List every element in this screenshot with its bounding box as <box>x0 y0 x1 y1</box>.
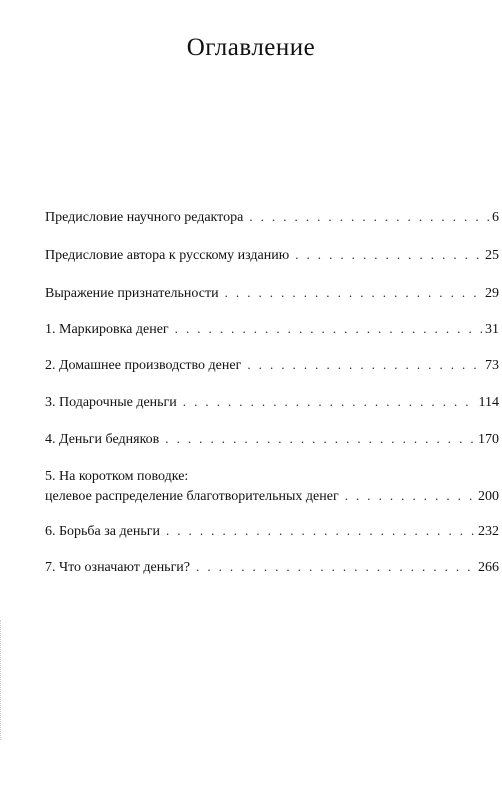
toc-entry-page: 31 <box>485 322 499 337</box>
toc-entry-page: 170 <box>478 432 499 447</box>
toc-entry <box>45 284 499 302</box>
dot-leader <box>165 430 475 447</box>
toc-entry-label: 3. Подарочные деньги <box>45 395 177 410</box>
dot-leader <box>345 487 475 504</box>
toc-entry-page: 266 <box>478 560 499 575</box>
scan-edge-marks <box>0 620 5 740</box>
toc-entry-label: целевое распределение благотворительных денег <box>45 489 339 504</box>
dot-leader <box>183 393 476 410</box>
toc-entry-label: Предисловие автора к русскому изданию <box>45 248 290 263</box>
toc-entry <box>45 468 499 505</box>
toc-entry-label-line1: 5. На коротком поводке: <box>45 469 189 484</box>
dot-leader <box>196 558 475 575</box>
toc-entry <box>45 208 499 226</box>
toc-entry-label: 1. Маркировка денег <box>45 322 169 337</box>
toc-entry-label: Предисловие научного редактора <box>45 210 244 225</box>
dot-leader <box>166 522 475 539</box>
toc-entry-page: 114 <box>478 395 499 410</box>
toc-entry-label: 6. Борьба за деньги <box>45 524 160 539</box>
dot-leader <box>175 320 482 337</box>
toc-entry-page: 6 <box>492 210 499 225</box>
toc-entry <box>45 558 499 576</box>
dot-leader <box>247 356 482 373</box>
toc-entry-page: 200 <box>478 489 499 504</box>
dot-leader <box>225 284 482 301</box>
toc-entry-page: 25 <box>485 248 499 263</box>
toc-entry <box>45 320 499 338</box>
dot-leader <box>249 208 489 225</box>
toc-entry-label: 4. Деньги бедняков <box>45 432 160 447</box>
toc-entry <box>45 522 499 540</box>
page-title: Оглавление <box>186 34 316 61</box>
toc-entry-label: 7. Что означают деньги? <box>45 560 191 575</box>
toc-entry <box>45 356 499 374</box>
dot-leader <box>295 246 482 263</box>
toc-entry-label: 2. Домашнее производство денег <box>45 358 242 373</box>
toc-entry-label: Выражение признательности <box>45 286 219 301</box>
toc-entry-page: 29 <box>485 286 499 301</box>
toc-entry-page: 73 <box>485 358 499 373</box>
toc-entry <box>45 430 499 448</box>
toc-entry <box>45 393 499 411</box>
toc-entry <box>45 246 499 264</box>
toc-entry-page: 232 <box>478 524 499 539</box>
